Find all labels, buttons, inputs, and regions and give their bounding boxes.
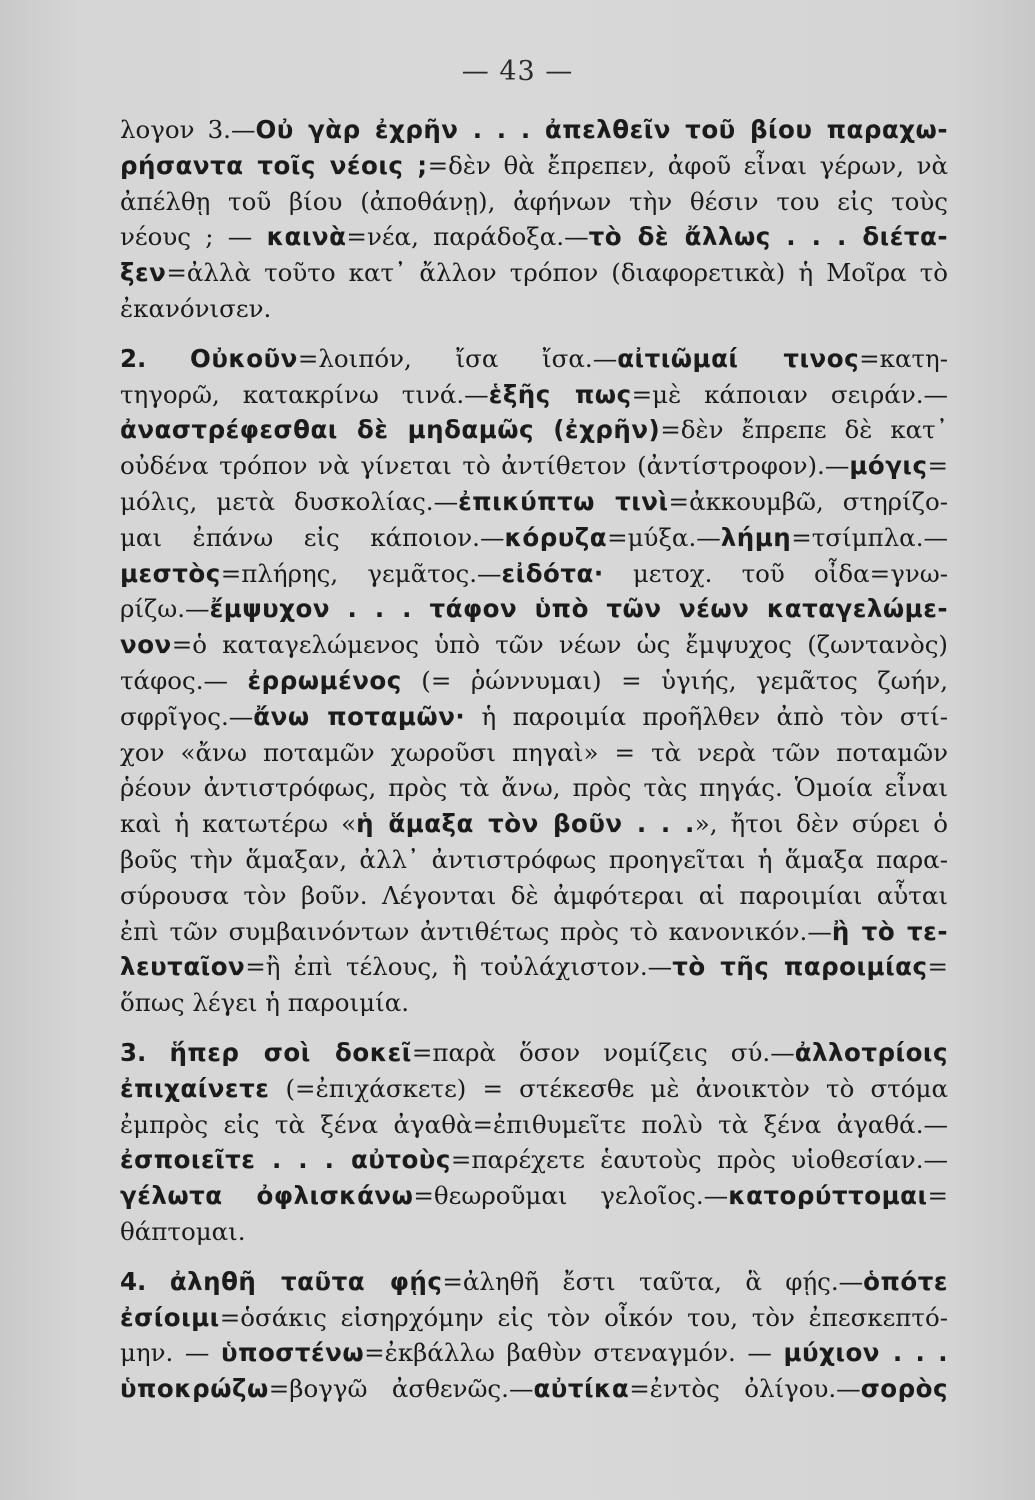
headword: λευταῖον: [120, 952, 246, 982]
text-line: ἐπὶ τῶν συμβαινόντων ἀντιθέτως πρὸς τὸ κανονικόν.—ἢ τὸ τε-: [120, 916, 948, 946]
headword: ἔμψυχον . . . τάφον ὑπὸ τῶν νέων καταγελώμε-: [209, 594, 948, 624]
headword: ἑξῆς πως: [488, 379, 632, 409]
text-line: 3. ἥπερ σοὶ δοκεῖ=παρὰ ὅσον νομίζεις σύ.—ἀλλοτρίοις: [120, 1037, 948, 1067]
body-text: [120, 112, 948, 1407]
text-line: ἀναστρέφεσθαι δὲ μηδαμῶς (ἐχρῆν)=δὲν ἔπρεπε δὲ κατ᾽: [120, 415, 948, 445]
headword: ἢ τὸ τε-: [831, 916, 948, 946]
headword: ἐπικύπτω τινὶ: [458, 486, 669, 516]
headword: τὸ δὲ ἄλλως . . . διέτα-: [588, 222, 948, 252]
headword: κατορύττομαι: [728, 1181, 928, 1211]
text-line: καὶ ἡ κατωτέρω «ἡ ἅμαξα τὸν βοῦν . . .», ἤτοι δὲν σύρει ὁ: [120, 809, 948, 839]
headword: γέλωτα ὀφλισκάνω: [120, 1181, 414, 1211]
text-line: νον=ὁ καταγελώμενος ὑπὸ τῶν νέων ὡς ἔμψυχος (ζωντανὸς): [120, 630, 948, 660]
text-line: ἀπέλθῃ τοῦ βίου (ἀποθάνῃ), ἀφήνων τὴν θέσιν του εἰς τοὺς: [120, 186, 948, 216]
headword: μύχιον . . .: [783, 1338, 948, 1368]
headword: σορὸς: [860, 1374, 948, 1404]
headword: ἐσίοιμι: [120, 1302, 220, 1332]
headword: ὑποστένω: [221, 1338, 365, 1368]
text-line: ἐσίοιμι=ὁσάκις εἰσηρχόμην εἰς τὸν οἶκόν του, τὸν ἐπεσκεπτό-: [120, 1302, 948, 1332]
headword: νον: [120, 630, 172, 660]
headword: ὑποκρώζω: [120, 1374, 269, 1404]
text-line: νέους ; — καινὰ=νέα, παράδοξα.—τὸ δὲ ἄλλως . . . διέτα-: [120, 222, 948, 252]
text-line: ρήσαντα τοῖς νέοις ;=δὲν θὰ ἔπρεπεν, ἀφοῦ εἶναι γέρων, νὰ: [120, 150, 948, 180]
text-line: σύρουσα τὸν βοῦν. Λέγονται δὲ ἀμφότεραι αἱ παροιμίαι αὗται: [120, 880, 948, 910]
headword: ὁπότε: [863, 1266, 948, 1296]
text-line: ὑποκρώζω=βογγῶ ἀσθενῶς.—αὐτίκα=ἐντὸς ὀλίγου.—σορὸς: [120, 1374, 948, 1404]
text-line: βοῦς τὴν ἅμαξαν, ἀλλ᾽ ἀντιστρόφως προηγεῖται ἡ ἅμαξα παρα-: [120, 844, 948, 874]
text-line: ἐκανόνισεν.: [120, 293, 272, 323]
headword: ἀναστρέφεσθαι δὲ μηδαμῶς (ἐχρῆν): [120, 415, 661, 445]
headword: καινὰ: [266, 222, 347, 252]
headword: μεστὸς: [120, 558, 221, 588]
headword: τὸ τῆς παροιμίας: [672, 952, 928, 982]
headword: Οὐκοῦν: [190, 343, 298, 373]
headword: κόρυζα: [504, 522, 608, 552]
text-line: ἐπιχαίνετε (=ἐπιχάσκετε) = στέκεσθε μὲ ἀνοικτὸν τὸ στόμα: [120, 1073, 948, 1103]
text-line: ἐμπρὸς εἰς τὰ ξένα ἀγαθὰ=ἐπιθυμεῖτε πολὺ τὰ ξένα ἀγαθά.—: [120, 1109, 948, 1139]
headword: Οὐ γὰρ ἐχρῆν . . . ἀπελθεῖν τοῦ βίου παραχω-: [255, 115, 948, 144]
headword: ρήσαντα τοῖς νέοις ;: [120, 150, 428, 180]
text-line: μόλις, μετὰ δυσκολίας.—ἐπικύπτω τινὶ=ἀκκουμβῶ, στηρίζο-: [120, 486, 948, 516]
paragraph-number: 2.: [120, 343, 147, 373]
text-line: μεστὸς=πλήρης, γεμᾶτος.—εἰδότα· μετοχ. τοῦ οἶδα=γνω-: [120, 558, 948, 588]
text-line: 2. Οὐκοῦν=λοιπόν, ἴσα ἴσα.—αἰτιῶμαί τινος=κατη-: [120, 343, 948, 373]
page-number: — 43 —: [461, 56, 574, 87]
headword: εἰδότα·: [501, 558, 604, 588]
headword: ἄνω ποταμῶν·: [253, 701, 466, 731]
headword: αὐτίκα: [533, 1374, 630, 1404]
text-line: θάπτομαι.: [120, 1216, 246, 1246]
headword: ἐρρωμένος: [247, 665, 402, 695]
headword: ἀληθῆ ταῦτα φῄς: [169, 1266, 443, 1296]
paragraph-number: 4.: [120, 1266, 147, 1296]
text-line: ξεν=ἀλλὰ τοῦτο κατ᾽ ἄλλον τρόπον (διαφορετικὰ) ἡ Μοῖρα τὸ: [120, 258, 948, 288]
text-line: χον «ἄνω ποταμῶν χωροῦσι πηγαὶ» = τὰ νερὰ τῶν ποταμῶν: [120, 737, 948, 767]
headword: ἐσποιεῖτε . . . αὐτοὺς: [120, 1145, 451, 1175]
text-line: οὐδένα τρόπον νὰ γίνεται τὸ ἀντίθετον (ἀντίστροφον).—μόγις=: [120, 451, 948, 481]
text-line: 4. ἀληθῆ ταῦτα φῄς=ἀληθῆ ἔστι ταῦτα, ἃ φῄς.—ὁπότε: [120, 1266, 948, 1296]
text-line: λευταῖον=ἢ ἐπὶ τέλους, ἢ τοὐλάχιστον.—τὸ τῆς παροιμίας=: [120, 952, 948, 982]
text-line: μαι ἐπάνω εἰς κάποιον.—κόρυζα=μύξα.—λήμη=τσίμπλα.—: [120, 522, 948, 552]
headword: αἰτιῶμαί τινος: [617, 343, 860, 373]
headword: ἀλλοτρίοις: [794, 1037, 948, 1067]
headword: ἐπιχαίνετε: [120, 1073, 270, 1103]
text-line: ῥέουν ἀντιστρόφως, πρὸς τὰ ἄνω, πρὸς τὰς πηγάς. Ὁμοία εἶναι: [120, 773, 948, 803]
text-line: ἐσποιεῖτε . . . αὐτοὺς=παρέχετε ἑαυτοὺς πρὸς υἱοθεσίαν.—: [120, 1145, 948, 1175]
paragraph-number: 3.: [120, 1037, 147, 1067]
text-line: τηγορῶ, κατακρίνω τινά.—ἑξῆς πως=μὲ κάποιαν σειράν.—: [120, 379, 948, 409]
text-line: ρίζω.—ἔμψυχον . . . τάφον ὑπὸ τῶν νέων καταγελώμε-: [120, 594, 948, 624]
text-line: ὅπως λέγει ἡ παροιμία.: [120, 988, 410, 1018]
text-line: μην. — ὑποστένω=ἐκβάλλω βαθὺν στεναγμόν. — μύχιον . . .: [120, 1338, 948, 1368]
headword: ξεν: [120, 258, 167, 288]
headword: λήμη: [720, 522, 792, 552]
text-line: γέλωτα ὀφλισκάνω=θεωροῦμαι γελοῖος.—κατορύττομαι=: [120, 1181, 948, 1211]
text-line: τάφος.— ἐρρωμένος (= ῥώννυμαι) = ὑγιής, γεμᾶτος ζωήν,: [120, 665, 948, 695]
headword: μόγις: [849, 451, 928, 481]
text-line: λογον 3.—Οὐ γὰρ ἐχρῆν . . . ἀπελθεῖν τοῦ βίου παραχω-: [120, 115, 948, 144]
text-line: σφρῖγος.—ἄνω ποταμῶν· ἡ παροιμία προῆλθεν ἀπὸ τὸν στί-: [120, 701, 948, 731]
headword: ἥπερ σοὶ δοκεῖ: [169, 1037, 412, 1067]
headword: ἡ ἅμαξα τὸν βοῦν . . .: [356, 809, 695, 839]
